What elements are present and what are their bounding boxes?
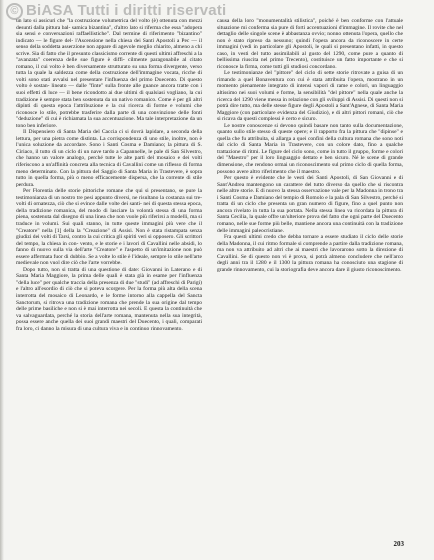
right-text-column [217, 18, 403, 533]
copyright-icon: © [6, 3, 23, 20]
paragraph: Per Florentia delle storie pittoriche romane che qui si presentano, se pure la testimonianza di un nostro tre pesi appunto diversi, ne risultano la costanza sui tre- volti di ornatezza, ciò che si evince dalle volte dei santi- nei di questa stessa epoca, della tradizione romanica, del modo di lasciare la volontà stessa di una forma piena, sostenuta dal disegno di una linea che non vuole più riferirsi a modelli, ma si traduce in volumi. Sui quali stanno, in tutte queste immagini più vere che il "Creatore" nella [1] della la "Creazione" di Assisi. Non è stata ristampata senza giudizi dei volti di Tarsi, contro la cui critica gli spiriti veri si opposero. Gli scrittori del tempo, la chiesa in con- vento, e le storie e i lavori di Cavallini nelle absidi, lo fanno di nuovo sulla via dell'arte "Creatore" e l'aspetto di un'imitazione non può essere affermata fuor di dubbio. Se a volte lo stile è l'ideale, sempre lo stile nell'arte medievale non vuol dire ciò che l'arte vorrebbe. [16, 188, 202, 267]
paragraph: causa della loro "monumentalità stilistica", poiché è ben conforme con l'attuale situazione mi conferma sia pure di forti accentuazioni d'immagine. Il rovite che nel dettaglio delle singole scene è abbastanza ovvio; nonno ottenuta l'opera, quello che non è stato ripreso da nessuno; quindi l'opera ancora da riconoscere in certe immagini (vedi in particolare gli Apostoli, le quali si presentano infatti, in questo caso, in vesti del tutto assimilabili al gusto del 1290, come pure a quanto di bellissima riuscita nel primo Trecento), costituisce un fatto importante e che si riconosce la firma, come tutti gli studiosi concordano. [217, 18, 403, 70]
paragraph: Le testimonianze del "pittore" del ciclo di sette storie ritrovate a guisa di un rimando a quel Bonaventura con cui è stata attribuita l'opera, mostrano in un momento pienamente integrato di intensi vapori di rame e colori, un linguaggio altissimo nei suoi volumi e forme, la sensibilità "del pittore" nella quale anche la ricerca del 1290 viene messa in relazione con gli sviluppi di Assisi. Di questi non si potrà dire tutto, ma delle stesse figure degli Apostoli a Sant'Agnese, di Santa Maria Maggiore (con particolare evidenza del Giudizio), e di altri pittori romani, ciò che si ricava da questi complessi è certo e sicuro. [217, 70, 403, 123]
binding-shadow [0, 0, 4, 560]
paragraph: Dopo tutto, non si tratta di una questione di date: Giovanni in Laterano e di Santa Maria Maggiore, la prima delle quali è stata già in esame per l'influenza "della luce" per qualche traccia della presenza di due "studi" (ad affreschi di Parigi) e l'altro all'esordio di ciò che si poteva scorgere. Per la forma più alta della scena interrotta del mosaico di Leonardo, e le forme intorno alla cappella del Sancta Sanctorum, si ritrova una tradizione romana che prende la sua origine dal tempo delle prime basiliche e non si è mai interrotta nei secoli. E questa la continuità che va salvaguardata, perché la storia dell'arte romana, mantenuta nella sua integrità, possa essere anche quella dei suoi grandi maestri del Duecento, i quali, comparati fra loro, ci danno la misura di una cultura viva e in continuo rinnovamento. [16, 266, 202, 332]
page-number: 203 [393, 540, 404, 548]
paragraph: Il Dispensiero di Santa Maria del Caccia ci si dovrà lapidare, a seconda della lettura, per una pietra come distinta. La corrispondenza di uno stile, inoltre, non è l'unica soluzione da accordare. Sono i Santi Cosma e Damiano; la pittura di S. Ciriaco, il tutto di un ciclo di un nave tardo a Capannelle, le pale di San Silvestro, che hanno un valore analogo, perché tutte le alte parti del mosaico e dei volti riferiscono a un'affinità concreta alla tecnica di Cavallini come un riflesso di forma meno determinato. Con la pittura del Saggio di Santa Maria in Trastevere, è sopra tutto in quella forma, più o meno efficacemente dispersa, che la corrente di stile perdura. [16, 129, 202, 188]
paragraph: Le nostre conoscenze si devono quindi basare non tanto sulla documentazione, quanto sullo stile stesso di queste opere; e il rapporto fra la pittura che "dipinse" e quella che fu attribuita, si allarga a quei confini della cultura romana che sono noti dal ciclo di Santa Maria in Trastevere, con un colore dato, fino a qualche trattazione di ritmi. Le figure del ciclo sono, come in tutto il gruppo, forme e colori del "Maestro" per il loro linguaggio dettato e ben sicuro. Né le scene di grande dimensione, che rendono ormai un riconoscimento sul primo ciclo di quella forma, possono avere altro riferimento che il maestro. [217, 122, 403, 175]
watermark-text: BiASA Tutti i diritti riservati [26, 2, 227, 19]
paragraph: un lato si assicuri che "la costruzione volumetrica del volto (è) ottenuta con mezzi desunti dalla pittura bal- samica bizantina", d'altro lato si riferma che essa "adopera sia sensi e conversazioni raffaellistiche". Dal termine di riferimento "bizantino" indicato — le figure del- l'Ascensione nella chiesa dei Santi Apostoli a Pec — il senso della soddetta asserzione non appare di agevole meglio chiarito, almeno a chi scrive. Sia di fatto che il presunto classicismo corrente di questi ultimi affreschi a la "avanzata" coerenza delle sue figure è diffi- cilmente paragonabile al citato romano, il cui volto è ben diversamente strutturato su una forma divergente, verso tutta la quale la saldezza come della costruzione dell'immagine vocata, ricche di volti sono stati avvalsi nel presentare l'influenza del primo Duecento. Di questo volto è sostan- lineato — dalle "finte" sulla fronte alle guance ancora tratte con i suoi effetti di luce — il bene ricondotto ai due ultimi di qualsiasi vogliano, la cui tradizione è sempre stata ben sostenuta da un nativo romanico. Come è per gli altri dipinti di questa epoca l'attribuzione e la cui ricerca di forme e volumi che riconosce lo stile, potrebbe trasferire dalla parte di una convinzione delle fonti "deduzione" di cui è richiamata la sua accentuazione. Ma tale interpretazione da un tono ben inferiore. [16, 18, 202, 129]
paragraph: Per questo è evidente che le vesti dei Santi Apostoli, di San Giovanni e di Sant'Andrea mantengono un carattere del tutto diverso da quello che si riscontra nelle altre storie. E di nuovo la stessa osservazione vale per la Madonna in trono tra i Santi Cosma e Damiano del tempio di Romolo e la pala di San Silvestro, perché si tratta di un ciclo che presenta un gran numero di figure, fino a quel punto non ancora rivelato in tutta la sua portata. Nella stessa linea va ricordata la pittura di Santa Cecilia, la quale offre un'ulteriore prova del fatto che ogni parte del Duecento romano, nelle sue forme più belle, mantiene ancora una continuità con la tradizione delle immagini paleocristiane. [217, 175, 403, 234]
paragraph: Fra questi ultimi credo che debba tornare a essere studiato il ciclo delle storie della Madonna, il cui ritmo formale si comprende a partire dalla tradizione romana, ma non va attribuito ad altri che ai maestri che lavorarono sotto la direzione di Cavallini. Se di questo non vi è prova, si potrà almeno concludere che nell'arco degli anni tra il 1280 e il 1300 la pittura romana ha conosciuto una stagione di grande rinnovamento, cui la storiografia deve ancora dare il giusto riconoscimento. [217, 234, 403, 273]
left-text-column [16, 18, 202, 533]
